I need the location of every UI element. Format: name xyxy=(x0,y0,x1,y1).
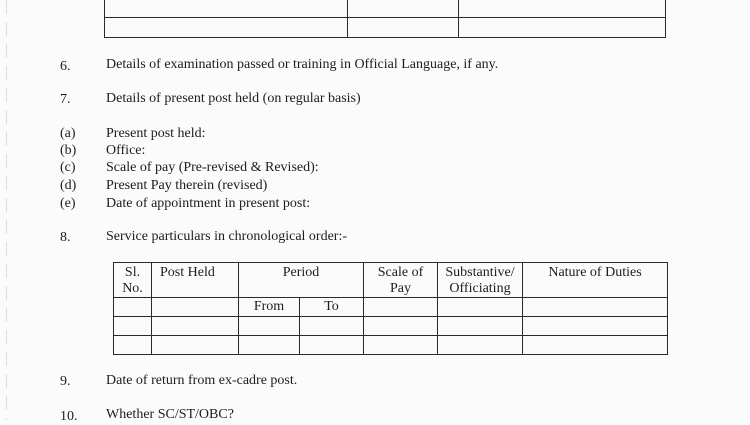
sub-item-text: Office: xyxy=(106,143,146,158)
table-cell xyxy=(523,298,668,317)
table-cell xyxy=(114,298,152,317)
item-9-number: 9. xyxy=(60,374,71,389)
substantive-header xyxy=(438,263,523,298)
scale-header-line1: Scale of xyxy=(377,265,424,280)
top-table-cell xyxy=(459,0,666,18)
sub-item-label: (c) xyxy=(60,160,76,175)
scale-header-line2: Pay xyxy=(390,281,411,296)
period-from-header: From xyxy=(239,298,300,317)
table-row xyxy=(114,336,668,355)
sub-item-label: (a) xyxy=(60,126,76,141)
period-header: Period xyxy=(239,263,364,298)
top-table-cell xyxy=(105,0,348,18)
post-held-header: Post Held xyxy=(152,263,239,298)
table-row xyxy=(114,317,668,336)
subst-header-line2: Officiating xyxy=(449,281,511,296)
item-7-number: 7. xyxy=(60,92,71,107)
table-cell xyxy=(438,298,523,317)
item-8-number: 8. xyxy=(60,230,71,245)
subst-header-line1: Substantive/ xyxy=(445,265,515,280)
item-6-text: Details of examination passed or training in Official Language, if any. xyxy=(106,57,499,72)
top-table-cell xyxy=(348,0,459,18)
top-table-cell xyxy=(348,18,459,38)
scan-edge xyxy=(6,0,7,420)
sub-item-label: (b) xyxy=(60,143,77,158)
table-cell xyxy=(364,298,438,317)
top-table-cell xyxy=(459,18,666,38)
top-table-cell xyxy=(105,18,348,38)
period-to-header: To xyxy=(300,298,364,317)
service-table xyxy=(113,262,668,355)
item-8-text: Service particulars in chronological order:- xyxy=(106,229,348,244)
item-10-text: Whether SC/ST/OBC? xyxy=(106,407,234,422)
sub-item-label: (e) xyxy=(60,196,76,211)
sl-header-line2: No. xyxy=(122,281,143,296)
sub-item-label: (d) xyxy=(60,178,77,193)
top-table xyxy=(104,0,666,38)
item-9-text: Date of return from ex-cadre post. xyxy=(106,373,298,388)
sub-item-text: Date of appointment in present post: xyxy=(106,196,311,211)
sub-item-text: Scale of pay (Pre-revised & Revised): xyxy=(106,160,319,175)
item-10-number: 10. xyxy=(60,409,78,424)
nature-of-duties-header: Nature of Duties xyxy=(523,263,668,298)
sl-no-header xyxy=(114,263,152,298)
sub-item-text: Present post held: xyxy=(106,126,206,141)
item-7-text: Details of present post held (on regular basis) xyxy=(106,91,361,106)
sub-item-text: Present Pay therein (revised) xyxy=(106,178,268,193)
table-cell xyxy=(152,298,239,317)
sl-header-line1: Sl. xyxy=(124,265,141,280)
scale-of-pay-header xyxy=(364,263,438,298)
item-6-number: 6. xyxy=(60,59,71,74)
